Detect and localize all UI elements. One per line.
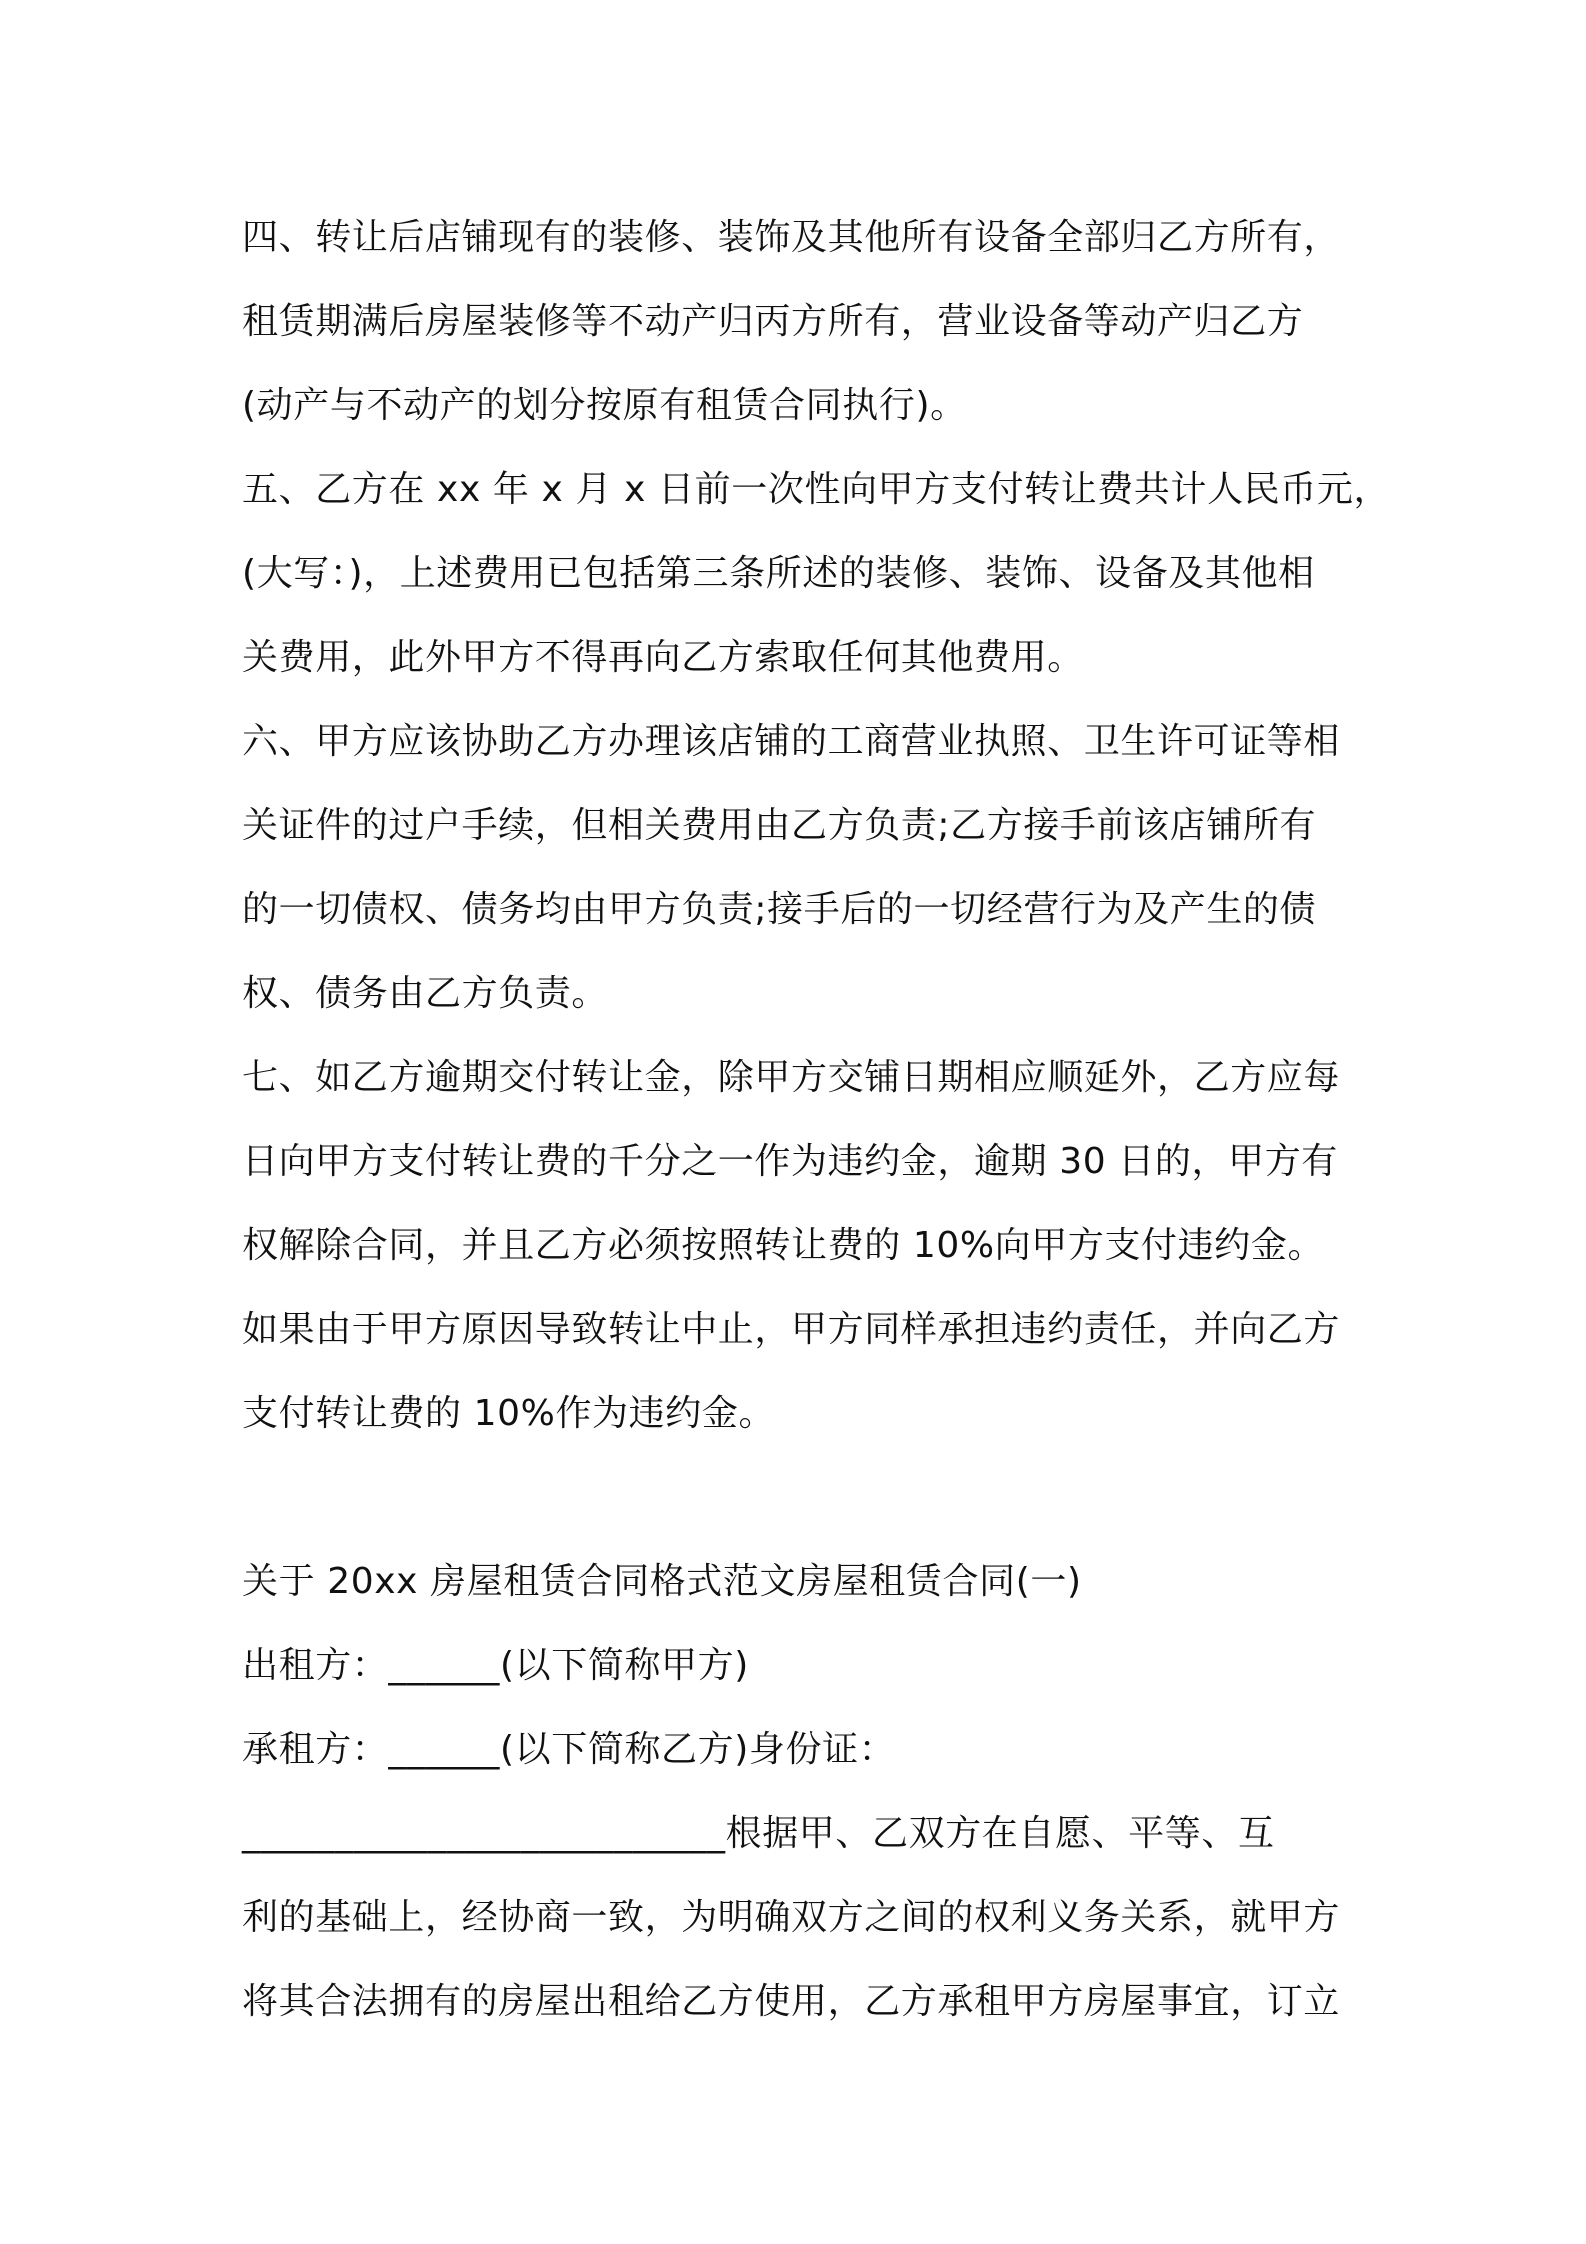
clause-7-line-1: 七、如乙方逾期交付转让金，除甲方交铺日期相应顺延外，乙方应每 [242,1057,1341,1098]
clause-7-line-4: 如果由于甲方原因导致转让中止，甲方同样承担违约责任，并向乙方 [242,1309,1341,1350]
clause-5-line-3: 关费用，此外甲方不得再向乙方索取任何其他费用。 [242,637,1084,678]
clause-7-line-3: 权解除合同，并且乙方必须按照转让费的 10%向甲方支付违约金。 [242,1225,1325,1266]
preamble-line-2: 利的基础上，经协商一致，为明确双方之间的权利义务关系，就甲方 [242,1897,1341,1938]
lessor-line: 出租方：______(以下简称甲方) [242,1645,749,1686]
clause-6-line-4: 权、债务由乙方负责。 [242,973,609,1014]
lessee-line: 承租方：______(以下简称乙方)身份证： [242,1729,896,1770]
preamble-line-1: __________________________根据甲、乙双方在自愿、平等、互 [242,1813,1275,1854]
preamble-line-3: 将其合法拥有的房屋出租给乙方使用，乙方承租甲方房屋事宜，订立 [242,1981,1341,2022]
clause-4-line-3: (动产与不动产的划分按原有租赁合同执行)。 [242,385,967,426]
clause-5-line-1: 五、乙方在 xx 年 x 月 x 日前一次性向甲方支付转让费共计人民币元， [242,469,1391,510]
clause-6-line-3: 的一切债权、债务均由甲方负责;接手后的一切经营行为及产生的债 [242,889,1317,930]
clause-7-line-5: 支付转让费的 10%作为违约金。 [242,1393,776,1434]
document-body [242,196,1391,2044]
clause-4-line-1: 四、转让后店铺现有的装修、装饰及其他所有设备全部归乙方所有， [242,217,1341,258]
clause-6-line-1: 六、甲方应该协助乙方办理该店铺的工商营业执照、卫生许可证等相 [242,721,1341,762]
clause-6-line-2: 关证件的过户手续，但相关费用由乙方负责;乙方接手前该店铺所有 [242,805,1317,846]
clause-4-line-2: 租赁期满后房屋装修等不动产归丙方所有，营业设备等动产归乙方 [242,301,1304,342]
clause-7-line-2: 日向甲方支付转让费的千分之一作为违约金，逾期 30 日的，甲方有 [242,1141,1338,1182]
clause-5-line-2: (大写：)，上述费用已包括第三条所述的装修、装饰、设备及其他相 [242,553,1315,594]
contract-title: 关于 20xx 房屋租赁合同格式范文房屋租赁合同(一) [242,1561,1082,1602]
